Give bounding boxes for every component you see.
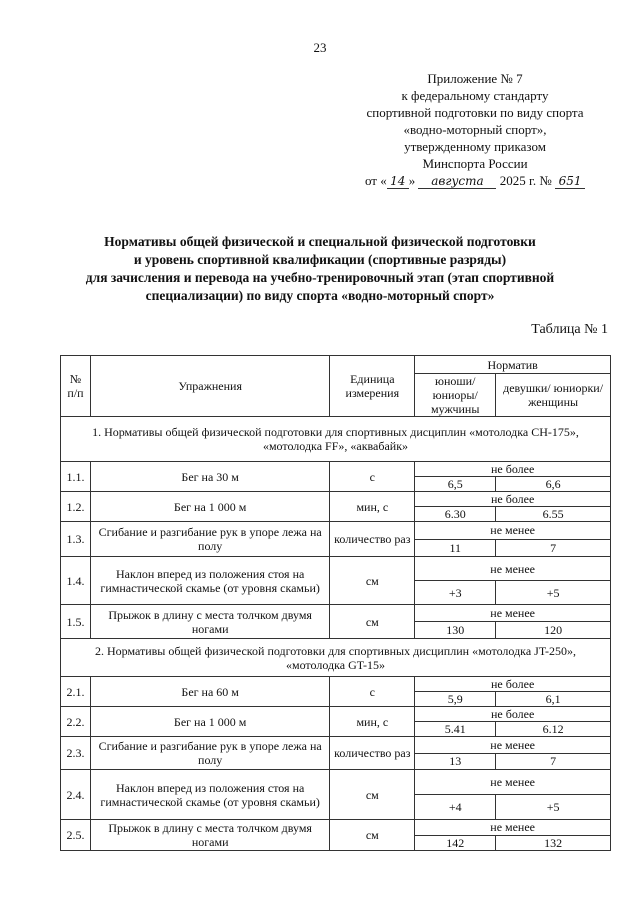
- value-female: 6.55: [496, 507, 611, 522]
- handwritten-day: 14: [387, 175, 409, 189]
- appendix-header: [330, 70, 620, 189]
- row-num: 2.4.: [61, 770, 91, 820]
- row-condition: не менее: [415, 770, 611, 795]
- title-line: и уровень спортивной квалификации (спортивные разряды): [133, 252, 507, 267]
- date-prefix: от «: [364, 173, 387, 188]
- row-unit: с: [330, 462, 415, 492]
- row-condition: не более: [415, 677, 611, 692]
- title-line: Нормативы общей физической и специальной физической подготовки: [104, 234, 536, 249]
- value-male: +4: [415, 795, 496, 820]
- value-female: +5: [496, 795, 611, 820]
- value-male: 5.41: [415, 722, 496, 737]
- row-unit: мин, с: [330, 492, 415, 522]
- table-row: [61, 707, 611, 722]
- row-exercise: Бег на 1 000 м: [90, 492, 329, 522]
- table-row: [61, 770, 611, 795]
- row-num: 2.5.: [61, 820, 91, 851]
- table-row: [61, 557, 611, 581]
- section-row: [61, 417, 611, 462]
- row-unit: количество раз: [330, 522, 415, 557]
- value-male: +3: [415, 581, 496, 605]
- row-unit: количество раз: [330, 737, 415, 770]
- row-unit: см: [330, 605, 415, 639]
- row-exercise: Сгибание и разгибание рук в упоре лежа на полу: [90, 737, 329, 770]
- table-label: Таблица № 1: [531, 322, 608, 337]
- row-num: 1.5.: [61, 605, 91, 639]
- norms-table: [60, 355, 611, 851]
- section-title: 2. Нормативы общей физической подготовки для спортивных дисциплин «мотолодка JT-250», «мотолодка GT-15»: [61, 639, 611, 677]
- row-num: 1.4.: [61, 557, 91, 605]
- appendix-line: к федеральному стандарту: [401, 88, 549, 103]
- table-row: [61, 737, 611, 754]
- row-unit: см: [330, 820, 415, 851]
- row-exercise: Бег на 30 м: [90, 462, 329, 492]
- value-female: 7: [496, 753, 611, 770]
- value-female: 7: [496, 539, 611, 557]
- header-norm: Норматив: [415, 356, 611, 374]
- row-unit: с: [330, 677, 415, 707]
- handwritten-order-number: 651: [555, 175, 585, 189]
- row-num: 1.2.: [61, 492, 91, 522]
- header-male: юноши/ юниоры/ мужчины: [415, 374, 496, 417]
- row-condition: не менее: [415, 737, 611, 754]
- row-exercise: Наклон вперед из положения стоя на гимнастической скамье (от уровня скамьи): [90, 770, 329, 820]
- row-condition: не менее: [415, 820, 611, 836]
- row-exercise: Наклон вперед из положения стоя на гимнастической скамье (от уровня скамьи): [90, 557, 329, 605]
- value-male: 11: [415, 539, 496, 557]
- section-row: [61, 639, 611, 677]
- title-line: специализации) по виду спорта «водно-моторный спорт»: [145, 288, 495, 303]
- row-num: 1.3.: [61, 522, 91, 557]
- date-year: 2025 г. №: [499, 173, 552, 188]
- title-line: для зачисления и перевода на учебно-тренировочный этап (этап спортивной: [85, 270, 555, 285]
- table-row: [61, 677, 611, 692]
- row-num: 2.3.: [61, 737, 91, 770]
- row-unit: см: [330, 557, 415, 605]
- appendix-line: спортивной подготовки по виду спорта: [366, 105, 584, 120]
- value-male: 142: [415, 835, 496, 851]
- handwritten-month: августа: [418, 175, 496, 189]
- header-unit: Единица измерения: [330, 356, 415, 417]
- value-male: 6.30: [415, 507, 496, 522]
- table-row: [61, 605, 611, 622]
- row-num: 2.1.: [61, 677, 91, 707]
- row-exercise: Бег на 1 000 м: [90, 707, 329, 737]
- header-num: № п/п: [61, 356, 91, 417]
- value-male: 6,5: [415, 477, 496, 492]
- value-male: 130: [415, 622, 496, 639]
- value-male: 5,9: [415, 692, 496, 707]
- appendix-line: Минспорта России: [422, 156, 528, 171]
- value-female: 6,1: [496, 692, 611, 707]
- row-condition: не более: [415, 707, 611, 722]
- row-condition: не менее: [415, 557, 611, 581]
- section-title: 1. Нормативы общей физической подготовки для спортивных дисциплин «мотолодка СН-175», «мотолодка FF», «аквабайк»: [61, 417, 611, 462]
- appendix-line: утвержденному приказом: [404, 139, 546, 154]
- table-row: [61, 462, 611, 477]
- row-condition: не менее: [415, 522, 611, 540]
- row-condition: не более: [415, 492, 611, 507]
- row-exercise: Прыжок в длину с места толчком двумя ногами: [90, 605, 329, 639]
- row-exercise: Прыжок в длину с места толчком двумя ногами: [90, 820, 329, 851]
- row-exercise: Бег на 60 м: [90, 677, 329, 707]
- date-mid: »: [408, 173, 416, 188]
- order-date: [330, 172, 620, 189]
- header-exercise: Упражнения: [90, 356, 329, 417]
- row-num: 2.2.: [61, 707, 91, 737]
- value-female: 120: [496, 622, 611, 639]
- row-num: 1.1.: [61, 462, 91, 492]
- appendix-line: «водно-моторный спорт»,: [403, 122, 547, 137]
- page-number: 23: [313, 40, 327, 55]
- row-condition: не менее: [415, 605, 611, 622]
- table-row: [61, 522, 611, 540]
- value-female: +5: [496, 581, 611, 605]
- value-female: 6,6: [496, 477, 611, 492]
- value-female: 132: [496, 835, 611, 851]
- row-unit: мин, с: [330, 707, 415, 737]
- row-exercise: Сгибание и разгибание рук в упоре лежа на полу: [90, 522, 329, 557]
- header-female: девушки/ юниорки/ женщины: [496, 374, 611, 417]
- document-title: [40, 233, 600, 305]
- value-female: 6.12: [496, 722, 611, 737]
- row-unit: см: [330, 770, 415, 820]
- table-row: [61, 820, 611, 836]
- row-condition: не более: [415, 462, 611, 477]
- value-male: 13: [415, 753, 496, 770]
- table-row: [61, 492, 611, 507]
- appendix-line: Приложение № 7: [427, 71, 523, 86]
